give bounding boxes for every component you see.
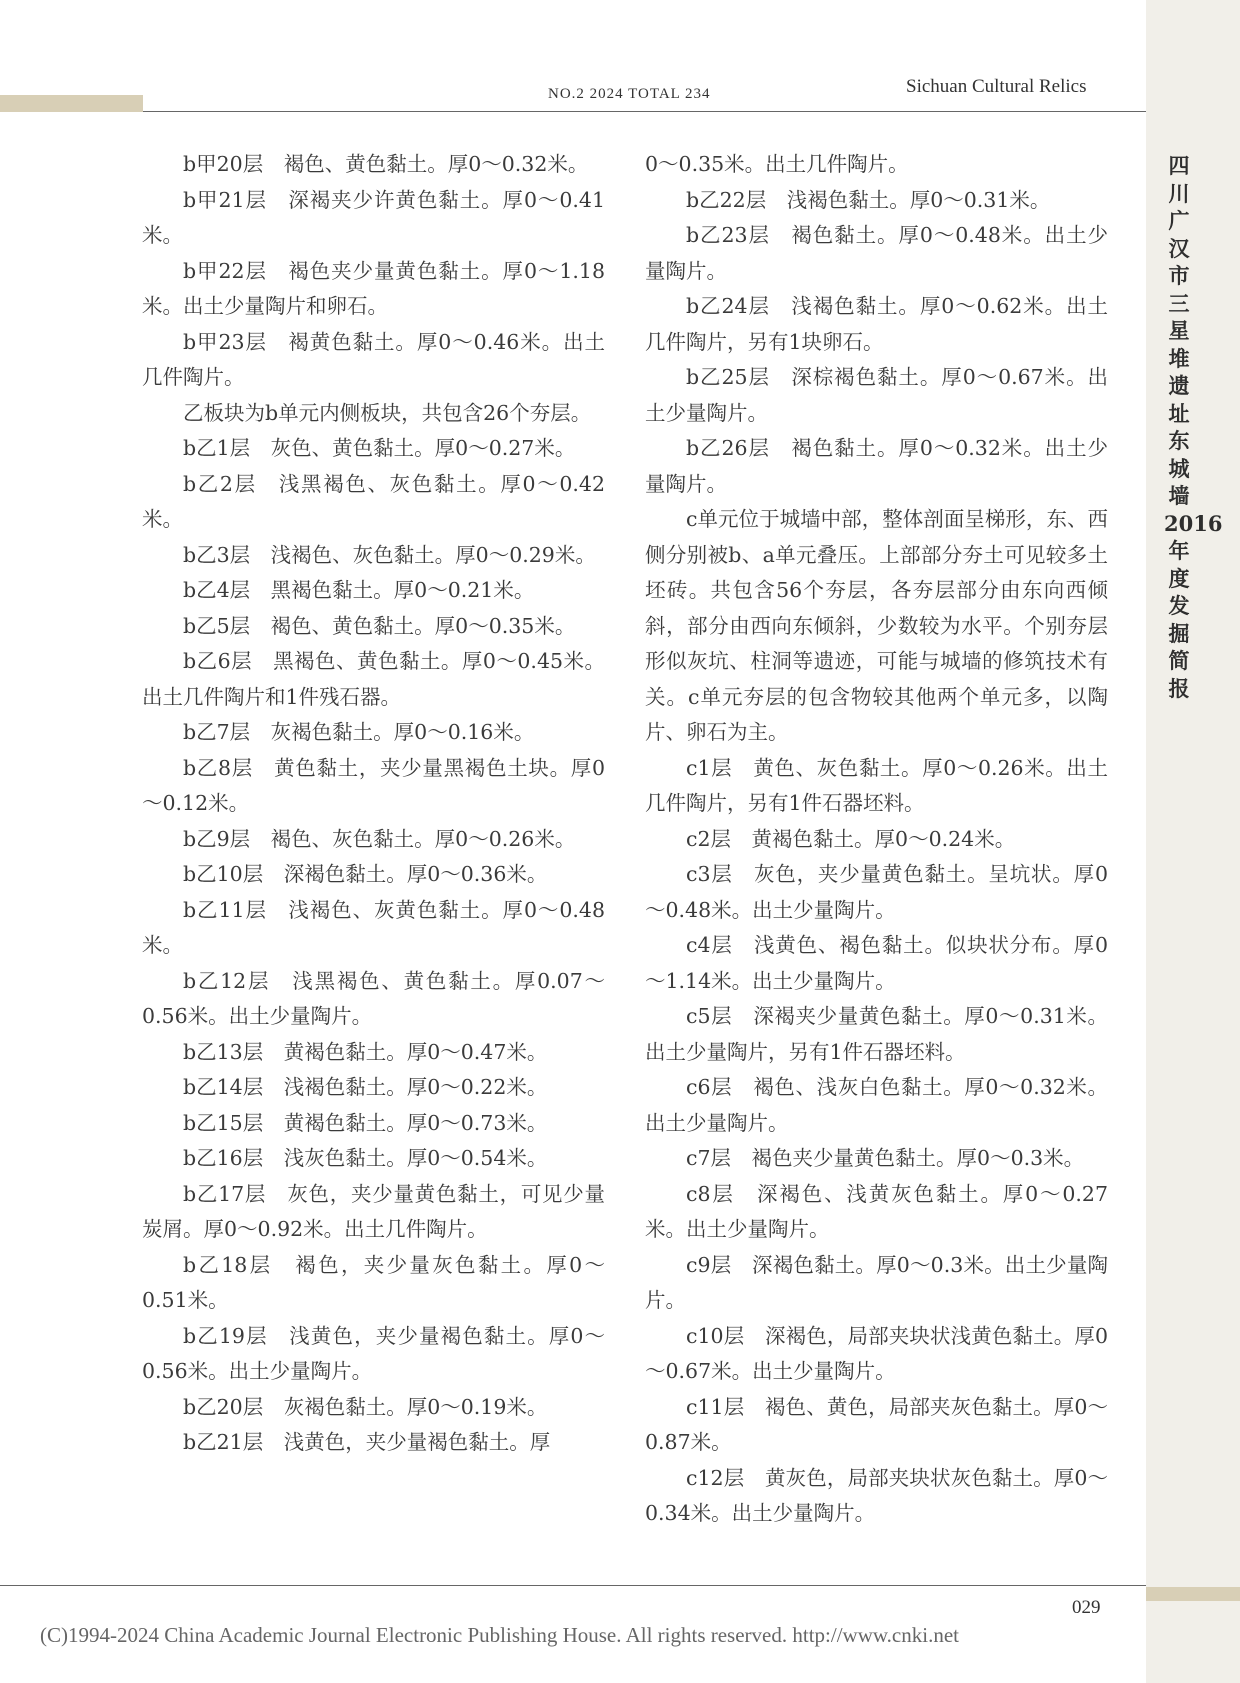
footer-accent-bar (1146, 1587, 1240, 1601)
paragraph: b乙24层 浅褐色黏土。厚0～0.62米。出土几件陶片，另有1块卵石。 (645, 294, 1108, 354)
right-column (645, 147, 1108, 1532)
paragraph: b乙7层 灰褐色黏土。厚0～0.16米。 (183, 720, 535, 744)
paragraph: c10层 深褐色，局部夹块状浅黄色黏土。厚0～0.67米。出土少量陶片。 (645, 1323, 1108, 1383)
issue-info: NO.2 2024 TOTAL 234 (548, 86, 711, 102)
paragraph: b乙13层 黄褐色黏土。厚0～0.47米。 (183, 1039, 548, 1064)
paragraph: b甲21层 深褐夹少许黄色黏土。厚0～0.41米。 (142, 187, 605, 247)
paragraph: b乙22层 浅褐色黏土。厚0～0.31米。 (686, 187, 1051, 212)
copyright-notice: (C)1994-2024 China Academic Journal Electronic Publishing House. All rights reserved. http://www.cnki.net (40, 1623, 959, 1647)
paragraph: b乙2层 浅黑褐色、灰色黏土。厚0～0.42米。 (142, 471, 605, 531)
paragraph: c单元位于城墙中部，整体剖面呈梯形，东、西侧分别被b、a单元叠压。上部部分夯土可见较多土坯砖。共包含56个夯层，各夯层部分由东向西倾斜，部分由西向东倾斜，少数较为水平。个别夯层形似灰坑、柱洞等遗迹，可能与城墙的修筑技术有关。c单元夯层的包含物较其他两个单元多，以陶片、卵石为主。 (645, 507, 1108, 744)
journal-name: Sichuan Cultural Relics (906, 76, 1087, 97)
paragraph: c5层 深褐夹少量黄色黏土。厚0～0.31米。出土少量陶片，另有1件石器坯料。 (645, 1004, 1108, 1064)
header-rule (143, 111, 1146, 112)
paragraph: b乙16层 浅灰色黏土。厚0～0.54米。 (183, 1146, 548, 1170)
paragraph: b甲22层 褐色夹少量黄色黏土。厚0～1.18米。出土少量陶片和卵石。 (142, 258, 605, 318)
paragraph: b乙17层 灰色，夹少量黄色黏土，可见少量炭屑。厚0～0.92米。出土几件陶片。 (142, 1181, 605, 1241)
paragraph: b甲23层 褐黄色黏土。厚0～0.46米。出土几件陶片。 (142, 329, 605, 389)
paragraph: b乙11层 浅褐色、灰黄色黏土。厚0～0.48米。 (142, 897, 605, 957)
paragraph: b乙14层 浅褐色黏土。厚0～0.22米。 (183, 1075, 548, 1099)
paragraph: c6层 褐色、浅灰白色黏土。厚0～0.32米。出土少量陶片。 (645, 1075, 1108, 1135)
paragraph: c8层 深褐色、浅黄灰色黏土。厚0～0.27米。出土少量陶片。 (645, 1181, 1108, 1241)
paragraph: b乙1层 灰色、黄色黏土。厚0～0.27米。 (183, 436, 576, 460)
paragraph: b乙23层 褐色黏土。厚0～0.48米。出土少量陶片。 (645, 223, 1108, 283)
paragraph: 乙板块为b单元内侧板块，共包含26个夯层。 (183, 400, 592, 425)
paragraph: c11层 褐色、黄色，局部夹灰色黏土。厚0～0.87米。 (645, 1394, 1108, 1454)
article-title-vertical: 四川广汉市三星堆遗址东城墙2016年度发掘简报 (1164, 153, 1223, 701)
paragraph: b乙5层 褐色、黄色黏土。厚0～0.35米。 (183, 613, 576, 638)
paragraph: b乙6层 黑褐色、黄色黏土。厚0～0.45米。出土几件陶片和1件残石器。 (142, 649, 605, 709)
paragraph: c3层 灰色，夹少量黄色黏土。呈坑状。厚0～0.48米。出土少量陶片。 (645, 862, 1108, 922)
left-column (142, 147, 605, 1461)
paragraph: b乙15层 黄褐色黏土。厚0～0.73米。 (183, 1110, 548, 1135)
paragraph: c12层 黄灰色，局部夹块状灰色黏土。厚0～0.34米。出土少量陶片。 (645, 1465, 1108, 1525)
paragraph: c1层 黄色、灰色黏土。厚0～0.26米。出土几件陶片，另有1件石器坯料。 (645, 755, 1108, 815)
paragraph: b乙3层 浅褐色、灰色黏土。厚0～0.29米。 (183, 542, 596, 567)
paragraph: b乙4层 黑褐色黏土。厚0～0.21米。 (183, 578, 535, 602)
paragraph: b乙9层 褐色、灰色黏土。厚0～0.26米。 (183, 826, 576, 851)
page-number: 029 (1072, 1597, 1101, 1618)
paragraph: c7层 褐色夹少量黄色黏土。厚0～0.3米。 (686, 1146, 1085, 1170)
paragraph: b乙12层 浅黑褐色、黄色黏土。厚0.07～0.56米。出土少量陶片。 (142, 968, 605, 1028)
paragraph: 0～0.35米。出土几件陶片。 (645, 152, 909, 176)
footer-rule (0, 1585, 1146, 1586)
paragraph: c2层 黄褐色黏土。厚0～0.24米。 (686, 826, 1016, 851)
paragraph: b甲20层 褐色、黄色黏土。厚0～0.32米。 (183, 152, 589, 176)
paragraph: b乙19层 浅黄色，夹少量褐色黏土。厚0～0.56米。出土少量陶片。 (142, 1323, 605, 1383)
header-accent-bar (0, 95, 143, 112)
paragraph: b乙26层 褐色黏土。厚0～0.32米。出土少量陶片。 (645, 436, 1108, 496)
paragraph: b乙18层 褐色，夹少量灰色黏土。厚0～0.51米。 (142, 1252, 605, 1312)
paragraph: c9层 深褐色黏土。厚0～0.3米。出土少量陶片。 (645, 1252, 1108, 1312)
paragraph: b乙10层 深褐色黏土。厚0～0.36米。 (183, 862, 548, 886)
paragraph: b乙20层 灰褐色黏土。厚0～0.19米。 (183, 1394, 548, 1419)
paragraph: b乙21层 浅黄色，夹少量褐色黏土。厚 (183, 1430, 551, 1454)
paragraph: b乙8层 黄色黏土，夹少量黑褐色土块。厚0～0.12米。 (142, 755, 605, 815)
paragraph: b乙25层 深棕褐色黏土。厚0～0.67米。出土少量陶片。 (645, 365, 1108, 425)
paragraph: c4层 浅黄色、褐色黏土。似块状分布。厚0～1.14米。出土少量陶片。 (645, 933, 1108, 993)
